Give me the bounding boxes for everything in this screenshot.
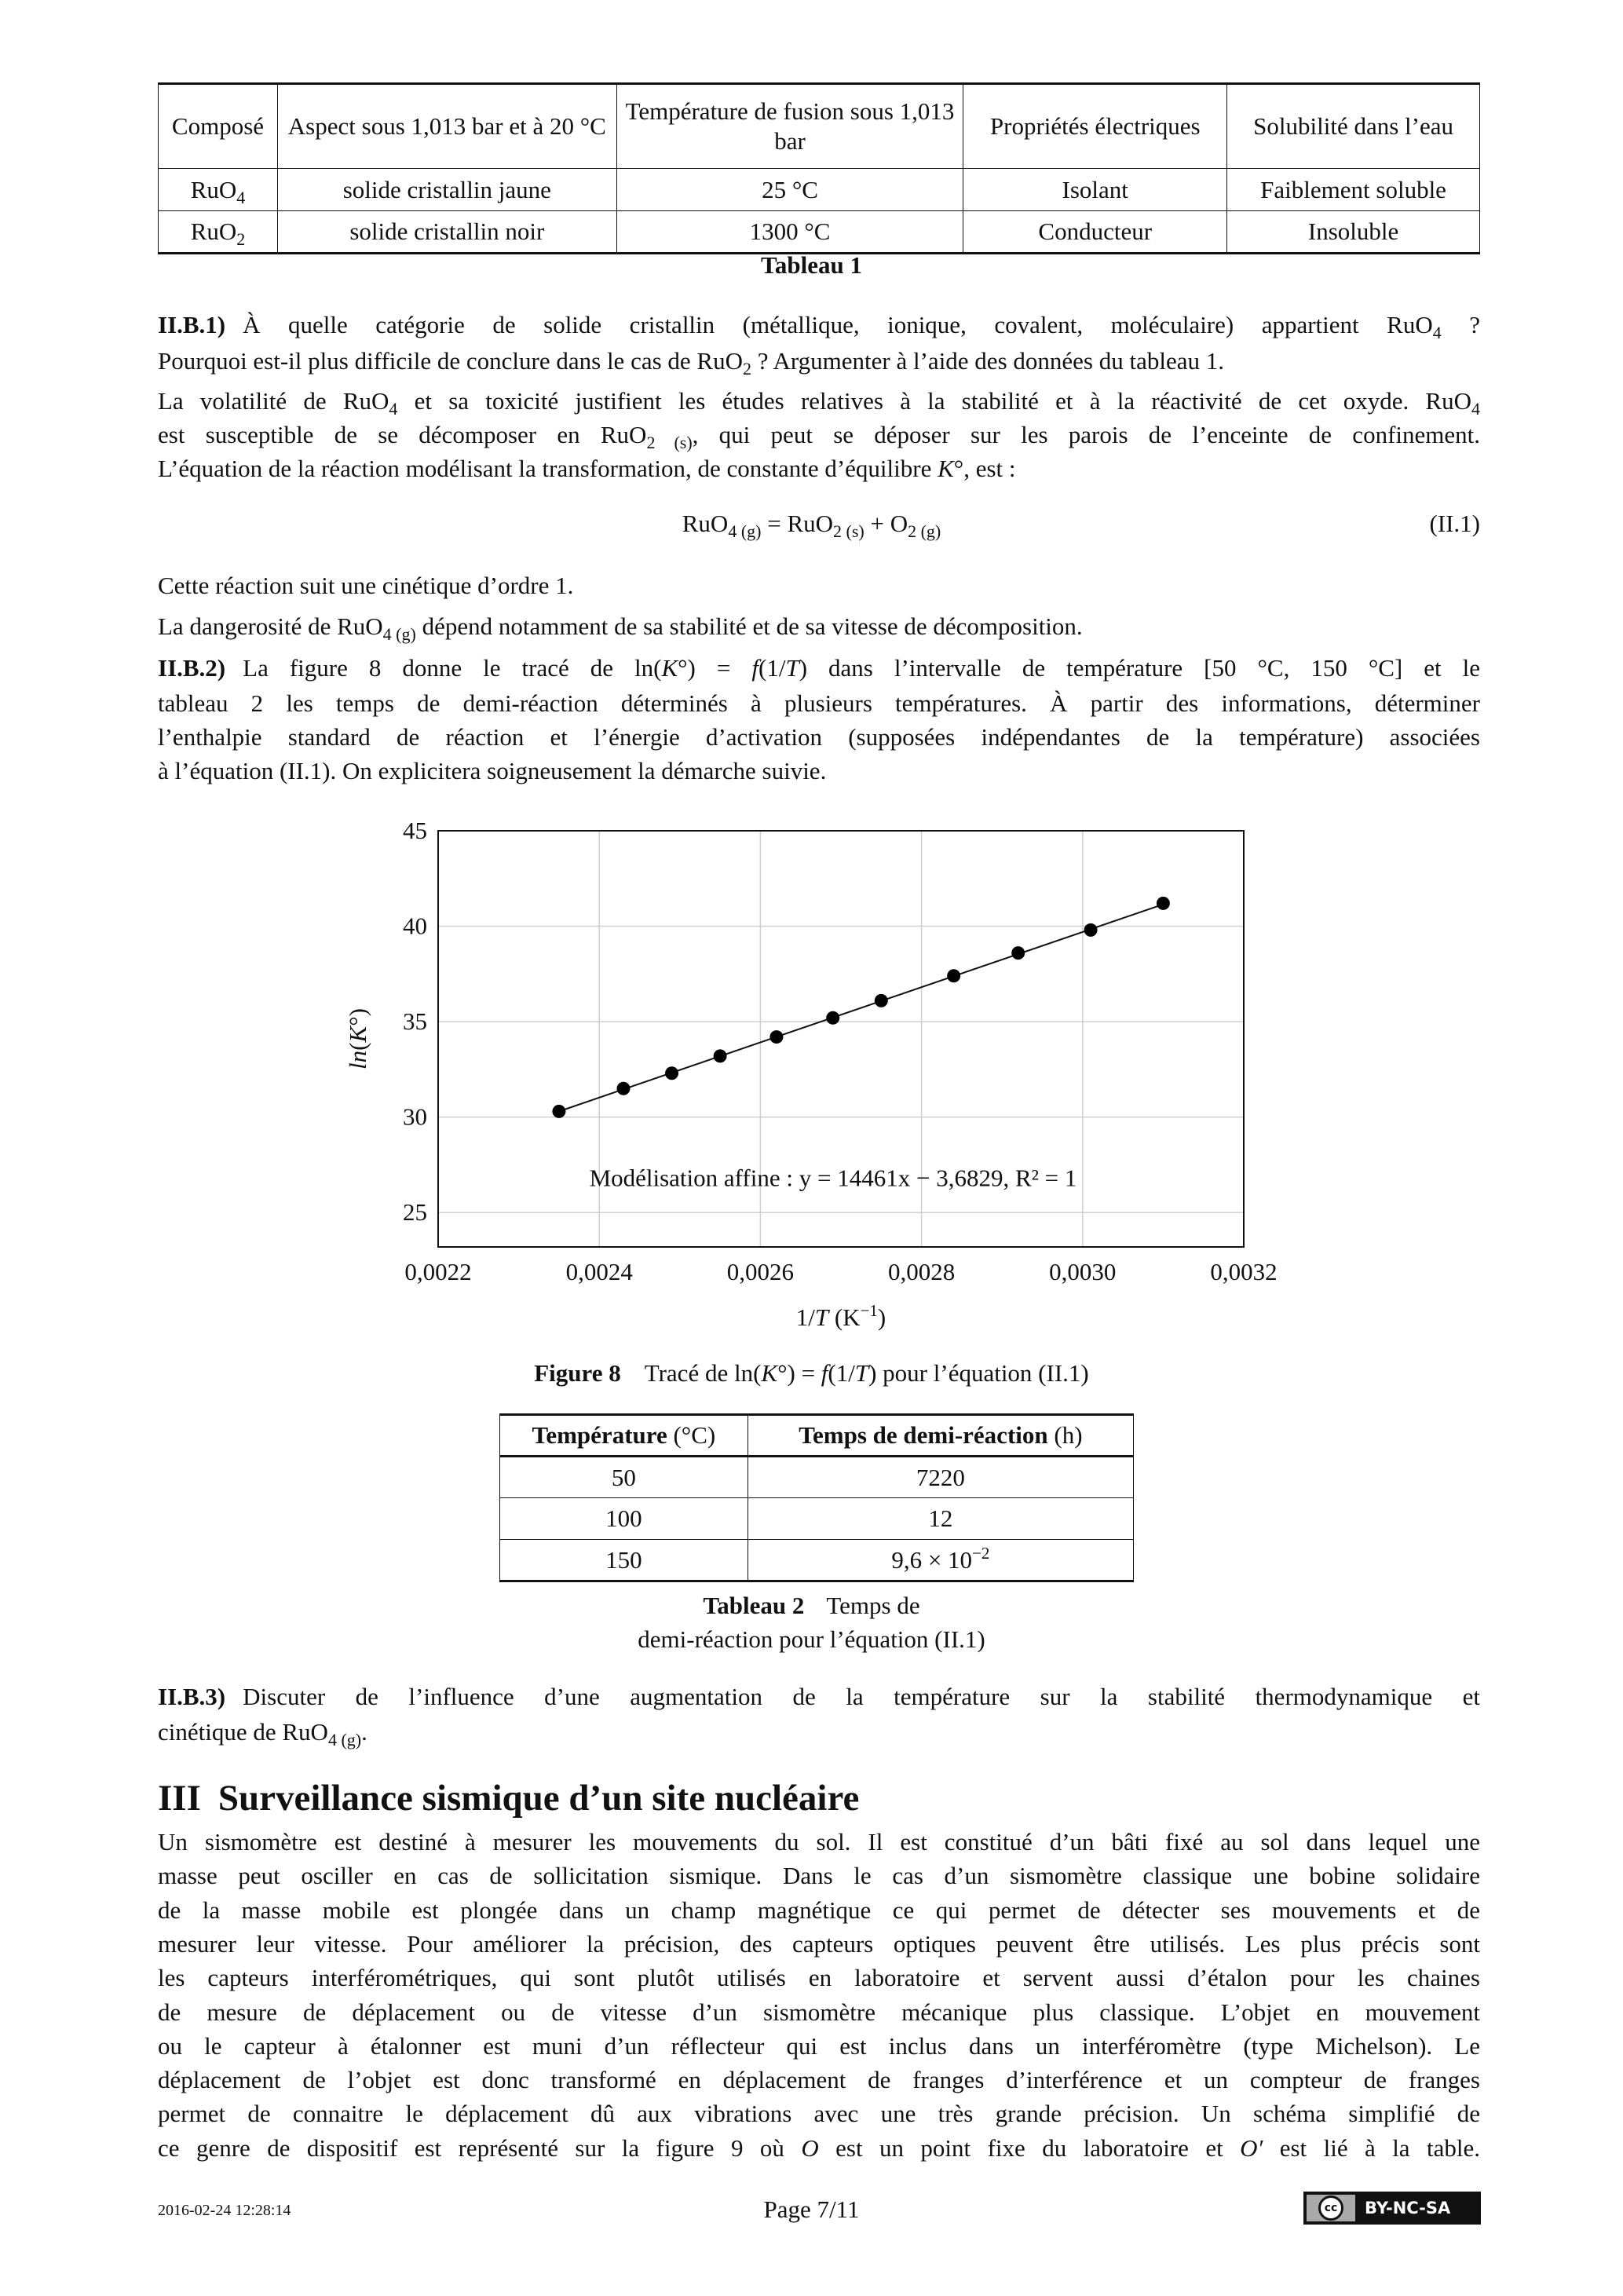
table-header-cell: Solubilité dans l’eau [1227, 84, 1480, 169]
table-header-cell: Aspect sous 1,013 bar et à 20 °C [277, 84, 616, 169]
table-cell: solide cristallin noir [277, 211, 616, 254]
cc-icon: cc [1318, 2195, 1343, 2221]
paragraph-line: ou le capteur à étalonner est muni d’un réflecteur qui est inclus dans un interféromètre (type Michelson). Le [158, 2031, 1480, 2060]
paragraph-line: L’équation de la réaction modélisant la transformation, de constante d’équilibre K°, est : [158, 455, 1016, 482]
figure-8-chart [314, 809, 1335, 1343]
table-cell: Isolant [963, 169, 1227, 211]
paragraph-line: tableau 2 les temps de demi-réaction déterminés à plusieurs températures. À partir des informations, déterminer [158, 689, 1480, 717]
table-header-cell: Température de fusion sous 1,013 bar [616, 84, 963, 169]
header-label: Temps de demi-réaction [799, 1421, 1048, 1449]
paragraph-line: La dangerosité de RuO$_{4 (g)}$ dépend notamment de sa stabilité et de sa vitesse de décomposition. [158, 612, 1083, 644]
table-row [500, 1540, 1134, 1581]
cc-logo-background [1307, 2195, 1355, 2221]
header-label: Température [532, 1421, 667, 1449]
data-point [665, 1066, 678, 1080]
paragraph-line: mesurer leur vitesse. Pour améliorer la précision, des capteurs optiques peuvent être utilisés. Les plus précis sont [158, 1929, 1480, 1958]
figure-label: Figure 8 [534, 1359, 621, 1387]
table-cell: Insoluble [1227, 211, 1480, 254]
paragraph-line: permet de connaitre le déplacement dû aux vibrations avec une très grande précision. Un schéma simplifié de [158, 2100, 1480, 2128]
table-cell: 12 [748, 1498, 1133, 1540]
table-cell: 25 °C [616, 169, 963, 211]
y-tick-label: 40 [403, 912, 427, 940]
question-label: II.B.3) [158, 1683, 226, 1710]
paragraph-line: est susceptible de se décomposer en RuO$_{2 (s)}$, qui peut se déposer sur les parois de l’enceinte de confinement. [158, 421, 1480, 452]
x-tick-label: 0,0022 [404, 1258, 472, 1285]
table-label: Tableau 2 [703, 1592, 805, 1619]
x-tick-label: 0,0028 [887, 1258, 956, 1285]
table-header-cell [748, 1415, 1133, 1457]
y-tick-label: 35 [403, 1007, 427, 1036]
section-heading [158, 1776, 859, 1820]
table-cell: Faiblement soluble [1227, 169, 1480, 211]
table-cell: Conducteur [963, 211, 1227, 254]
data-point [875, 994, 888, 1007]
caption-text: Temps de [826, 1592, 920, 1619]
table-header-row [159, 84, 1480, 169]
table-row [159, 169, 1480, 211]
table-cell: 100 [500, 1498, 748, 1540]
table-header-cell: Propriétés électriques [963, 84, 1227, 169]
table-2-caption-line-2: demi-réaction pour l’équation (II.1) [638, 1625, 985, 1653]
question-ii-b-1-line-2: Pourquoi est-il plus difficile de conclure dans le cas de RuO$_2$ ? Argumenter à l’aide des données du tableau 1. [158, 347, 1224, 378]
paragraph-line: cinétique de RuO$_{4 (g)}$. [158, 1718, 367, 1749]
data-point [1084, 923, 1098, 937]
table-header-row [500, 1415, 1134, 1457]
table-cell: 1300 °C [616, 211, 963, 254]
footer-timestamp: 2016-02-24 12:28:14 [158, 2202, 291, 2219]
data-point [826, 1011, 839, 1025]
table-1-caption: Tableau 1 [761, 251, 862, 279]
question-text: À quelle catégorie de solide cristallin (métallique, ionique, covalent, moléculaire) appartient RuO$_4$ ? [243, 311, 1480, 342]
data-point [947, 969, 960, 982]
paragraph-line: masse peut osciller en cas de sollicitation sismique. Dans le cas d’un sismomètre classique une bobine solidaire [158, 1862, 1480, 1890]
data-point [552, 1105, 565, 1118]
paragraph-line: les capteurs interférométriques, qui sont plutôt utilisés en laboratoire et servent aussi d’étalon pour les chaines [158, 1964, 1480, 1992]
table-row [159, 211, 1480, 254]
footer-page-number: Page 7/11 [763, 2195, 860, 2223]
table-header-cell [500, 1415, 748, 1457]
question-label: II.B.2) [158, 654, 226, 682]
paragraph-line: Un sismomètre est destiné à mesurer les mouvements du sol. Il est constitué d’un bâti fixé au sol dans lequel une [158, 1828, 1480, 1855]
question-ii-b-2-line-1 [158, 652, 1480, 685]
x-axis-label: 1/T $(K^{-1})$ [795, 1301, 886, 1331]
paragraph-line: déplacement de l’objet est donc transformé en déplacement de franges d’interférence et un compteur de franges [158, 2066, 1480, 2094]
paragraph-line: ce genre de dispositif est représenté sur la figure 9 où O est un point fixe du laboratoire et O′ est lié à la table. [158, 2133, 1480, 2162]
figure-8-caption [0, 1357, 1623, 1390]
section-title: Surveillance sismique d’un site nucléaire [217, 1778, 860, 1819]
x-tick-label: 0,0030 [1049, 1258, 1117, 1285]
table-1 [158, 82, 1480, 254]
table-cell: $9,6 \times 10^{-2}$ [748, 1540, 1133, 1581]
x-tick-label: 0,0026 [726, 1258, 795, 1285]
fit-line [559, 905, 1164, 1112]
table-cell: RuO$_4$ [159, 169, 278, 211]
table-header-cell: Composé [159, 84, 278, 169]
y-tick-label: 45 [403, 817, 427, 844]
equation-number: (II.1) [1429, 510, 1480, 537]
data-point [714, 1049, 727, 1062]
question-text: La figure 8 donne le tracé de ln(K°) = f(1/T) dans l’intervalle de température [50 °C, 150 °C] et le [243, 654, 1480, 682]
question-label: II.B.1) [158, 311, 226, 338]
paragraph-line: La volatilité de RuO$_4$ et sa toxicité justifient les études relatives à la stabilité et à la réactivité de cet oxyde. RuO$_4$ [158, 387, 1480, 419]
table-cell: 150 [500, 1540, 748, 1581]
data-point [616, 1082, 630, 1095]
header-unit: (°C) [673, 1421, 716, 1449]
data-point [1157, 897, 1170, 910]
question-text: Discuter de l’influence d’une augmentation de la température sur la stabilité thermodynamique et [243, 1683, 1480, 1710]
license-badge [1303, 2192, 1481, 2225]
paragraph-line: l’enthalpie standard de réaction et l’énergie d’activation (supposées indépendantes de la température) associées [158, 723, 1480, 751]
table-cell: 50 [500, 1457, 748, 1498]
paragraph-line: Cette réaction suit une cinétique d’ordre 1. [158, 572, 574, 599]
license-text: BY-NC-SA [1365, 2199, 1451, 2217]
question-ii-b-3-line-1 [158, 1680, 1480, 1713]
question-ii-b-1-line-1 [158, 309, 1480, 342]
fit-annotation: Modélisation affine : y = 14461x − 3,6829, R² = 1 [589, 1164, 1077, 1192]
section-number: III [158, 1778, 201, 1819]
data-point [769, 1030, 783, 1044]
table-cell: RuO$_2$ [159, 211, 278, 254]
paragraph-line: de mesure de déplacement ou de vitesse d’un sismomètre mécanique plus classique. L’objet en mouvement [158, 1998, 1480, 2026]
x-tick-label: 0,0032 [1210, 1258, 1278, 1285]
paragraph-line: à l’équation (II.1). On explicitera soigneusement la démarche suivie. [158, 757, 827, 784]
y-axis-label: ln(K°) [344, 1008, 371, 1069]
y-tick-label: 25 [403, 1198, 427, 1227]
x-tick-label: 0,0024 [565, 1258, 633, 1285]
paragraph-line: de la masse mobile est plongée dans un champ magnétique ce qui permet de détecter ses mouvements et de [158, 1896, 1480, 1924]
table-row [500, 1498, 1134, 1540]
table-2-caption-line-1 [0, 1589, 1623, 1622]
equation-ii-1: $RuO_{4 (g)} = RuO_{2 (s)} + O_{2 (g)}$ [682, 510, 941, 541]
table-cell: solide cristallin jaune [277, 169, 616, 211]
figure-caption-text: Tracé de ln(K°) = f(1/T) pour l’équation (II.1) [644, 1359, 1089, 1387]
table-row [500, 1457, 1134, 1498]
y-tick-label: 30 [403, 1102, 427, 1131]
data-point [1011, 946, 1025, 960]
header-unit: (h) [1054, 1421, 1083, 1449]
table-2 [499, 1413, 1134, 1582]
table-cell: 7220 [748, 1457, 1133, 1498]
